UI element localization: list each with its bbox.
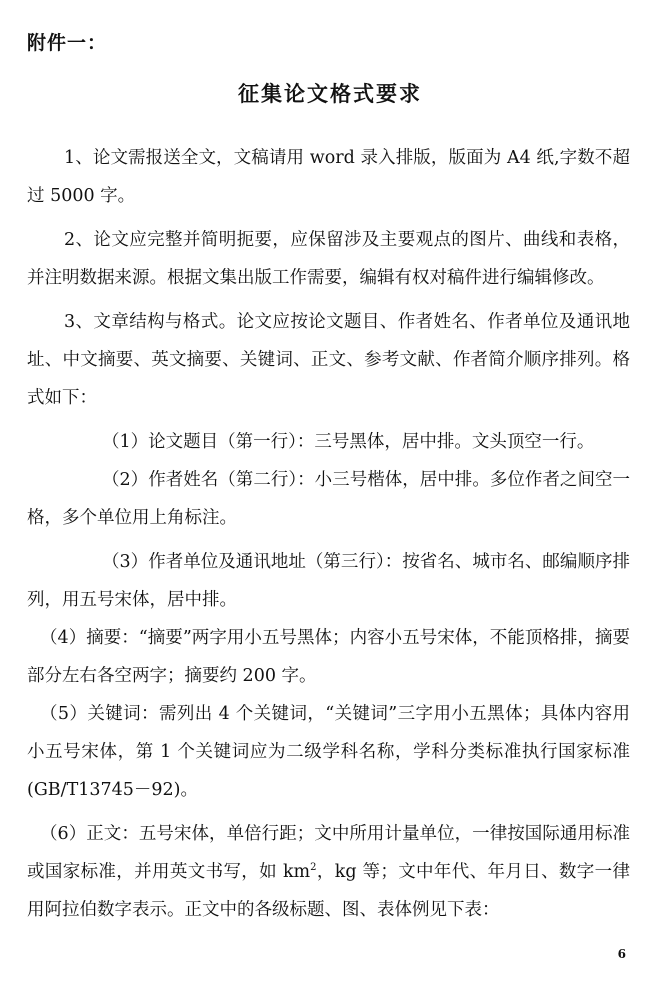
body-text-part-1: （6）正文：五号宋体，单倍行距；文中所用计量单位，一律按国际通用标准或国家标准，并用英文书写，如 km xyxy=(27,824,630,882)
paragraph-format-author: （2）作者姓名（第二行）：小三号楷体，居中排。多位作者之间空一格，多个单位用上角标注。 xyxy=(27,470,630,528)
paragraph-format-keywords: （5）关键词：需列出 4 个关键词，“关键词”三字用小五黑体；具体内容用小五号宋体，第 1 个关键词应为二级学科名称，学科分类标准执行国家标准(GB/T13745－92)。 xyxy=(27,704,630,800)
paragraph-format-body xyxy=(27,815,630,929)
paragraph-format-title: （1）论文题目（第一行）：三号黑体，居中排。文头顶空一行。 xyxy=(102,432,595,452)
document-body xyxy=(27,139,630,935)
body-text-part-2: ，kg 等；文中年代、年月日、数字一律用阿拉伯数字表示。正文中的各级标题、图、表体例见下表： xyxy=(27,862,631,920)
page-number: 6 xyxy=(617,947,626,961)
paragraph-2: 2、论文应完整并简明扼要，应保留涉及主要观点的图片、曲线和表格，并注明数据来源。根据文集出版工作需要，编辑有权对稿件进行编辑修改。 xyxy=(27,230,630,288)
paragraph-format-abstract: （4）摘要：“摘要”两字用小五号黑体；内容小五号宋体，不能顶格排，摘要部分左右各空两字；摘要约 200 字。 xyxy=(27,628,630,686)
paragraph-3: 3、文章结构与格式。论文应按论文题目、作者姓名、作者单位及通讯地址、中文摘要、英文摘要、关键词、正文、参考文献、作者简介顺序排列。格式如下： xyxy=(27,312,630,408)
superscript-2: 2 xyxy=(310,862,317,874)
document-title: 征集论文格式要求 xyxy=(238,82,422,106)
paragraph-format-affiliation: （3）作者单位及通讯地址（第三行）：按省名、城市名、邮编顺序排列，用五号宋体，居中排。 xyxy=(27,552,630,610)
paragraph-1: 1、论文需报送全文，文稿请用 word 录入排版，版面为 A4 纸,字数不超过 5000 字。 xyxy=(27,148,630,206)
attachment-label: 附件一： xyxy=(27,32,108,54)
